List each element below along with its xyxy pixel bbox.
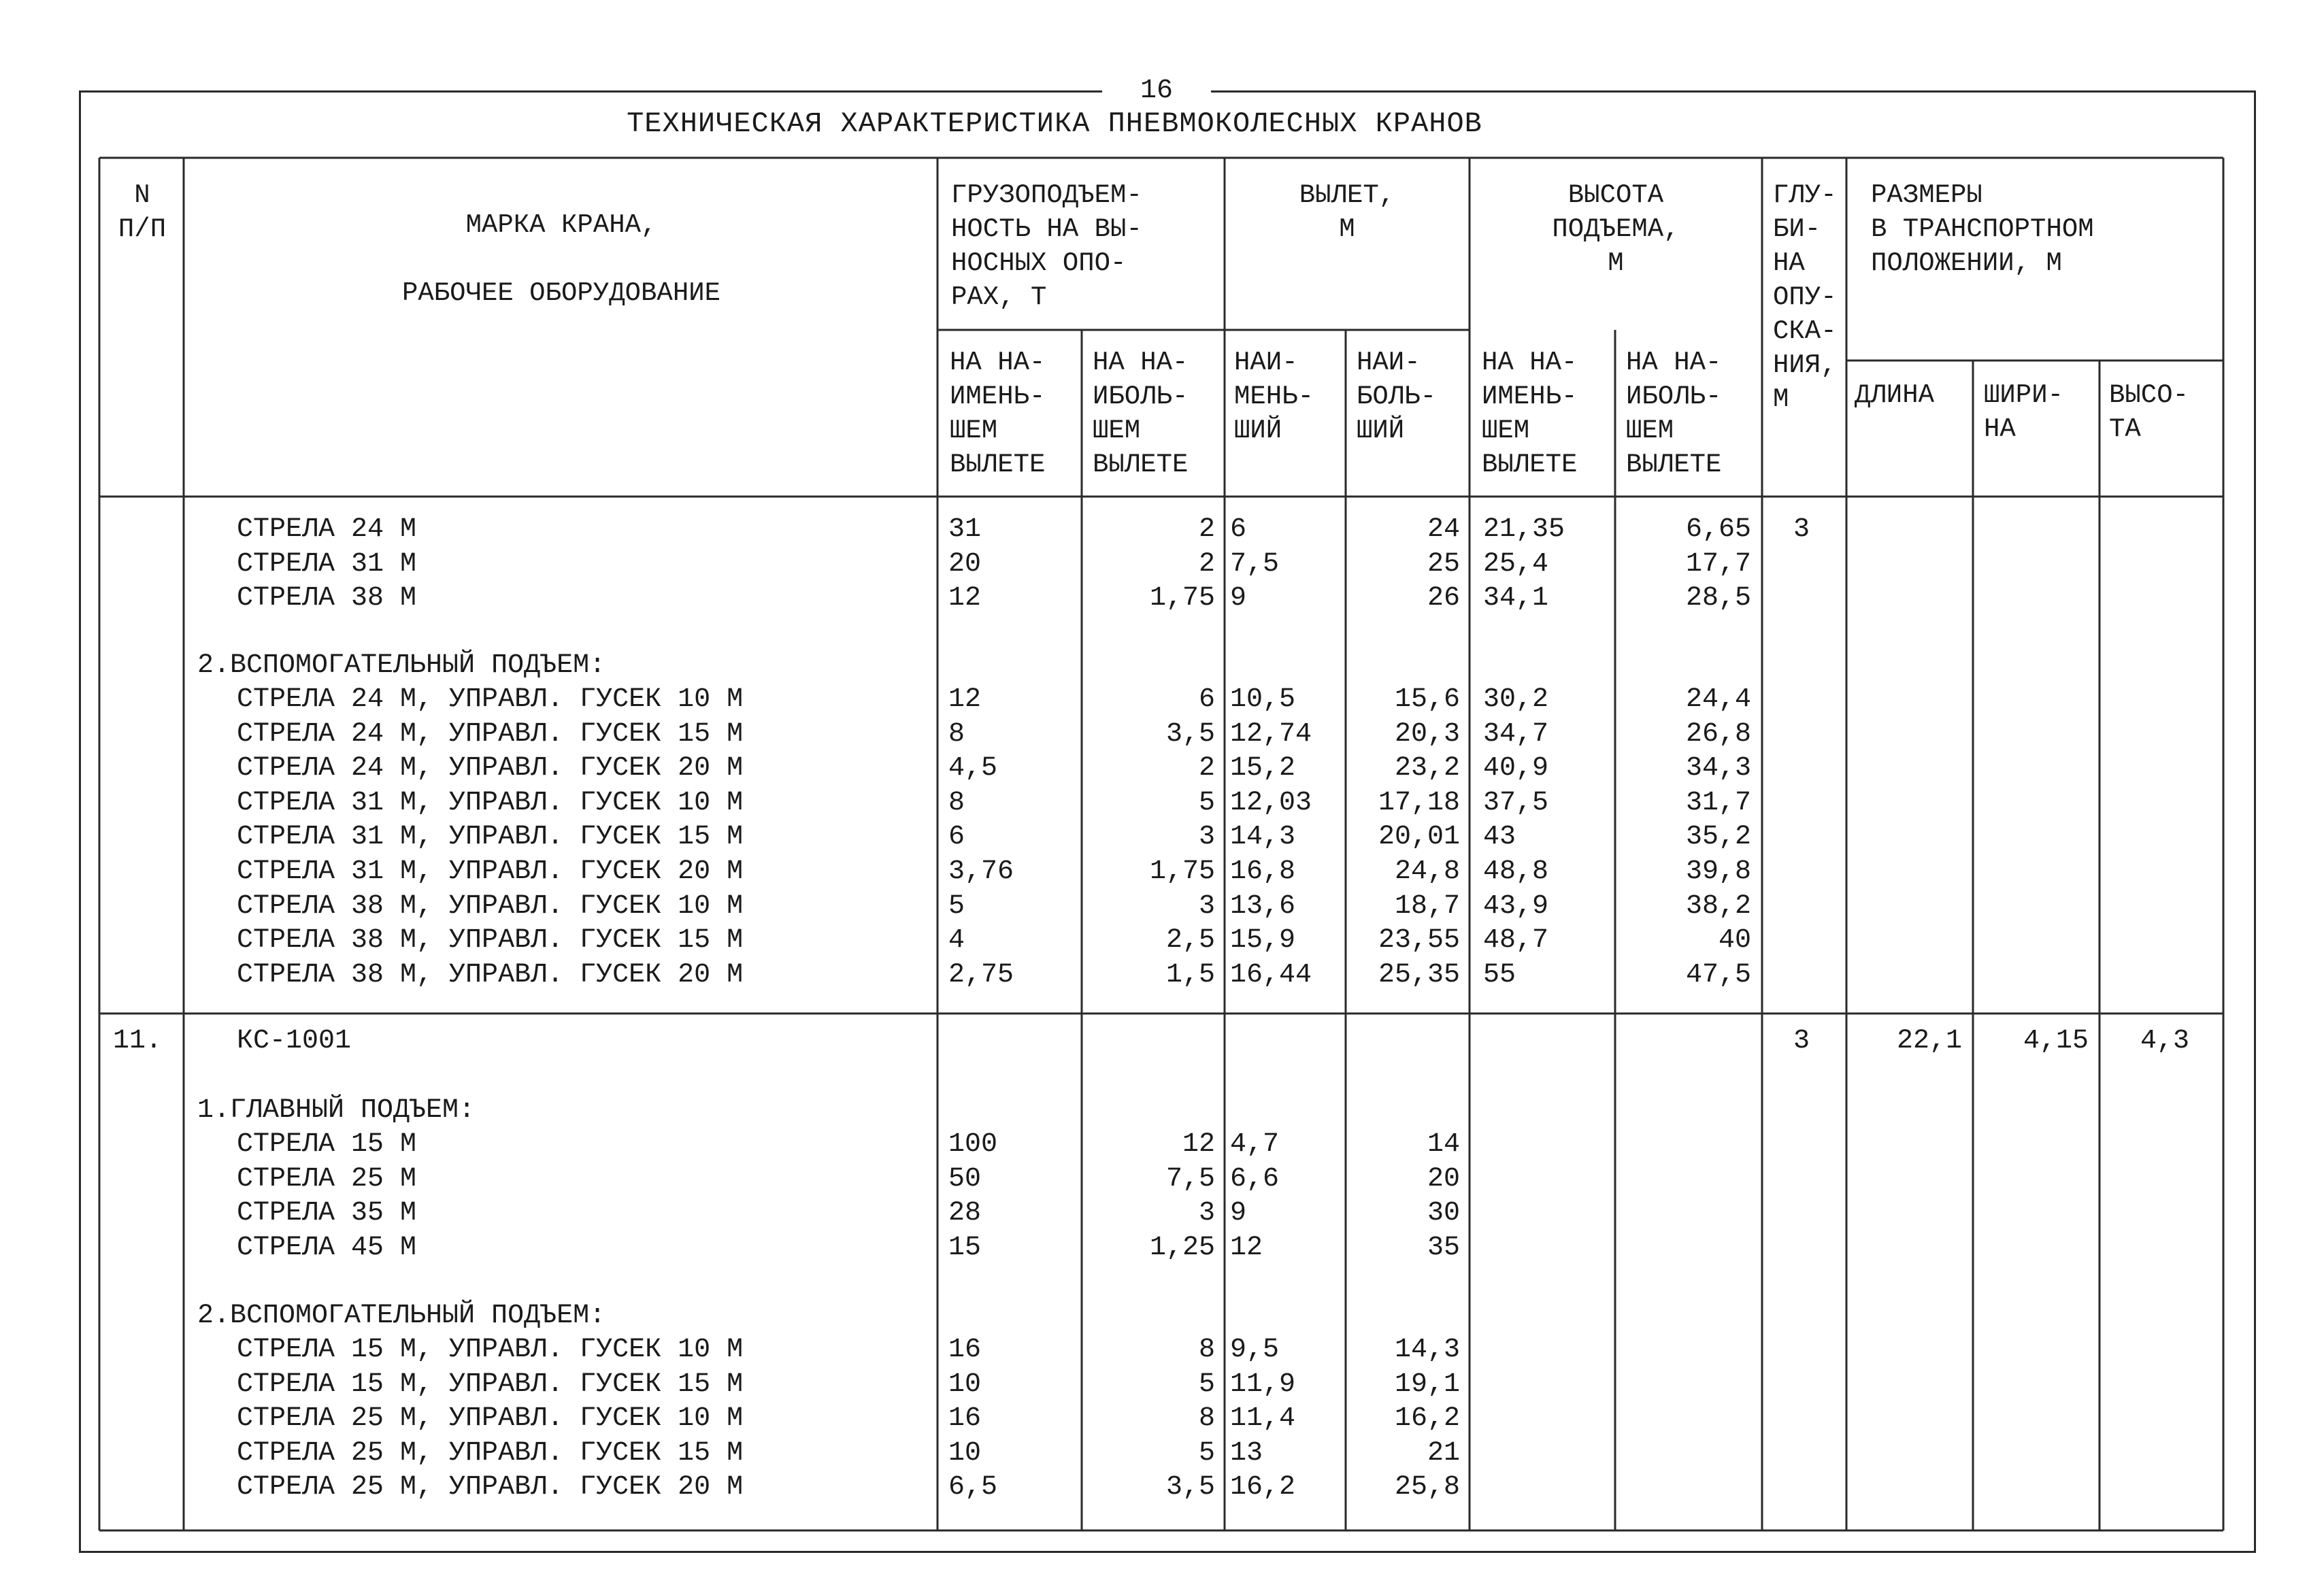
- row-value-h1: 43: [1483, 822, 1516, 853]
- row-value-r2: 14,3: [1394, 1335, 1460, 1365]
- row-value-h2: 35,2: [1685, 822, 1751, 853]
- row-label: СТРЕЛА 15 М, УПРАВЛ. ГУСЕК 10 М: [237, 1335, 744, 1365]
- header-num: N П/П: [118, 180, 167, 244]
- row-value-r1: 12: [1230, 1232, 1263, 1263]
- row-value-h2: 38,2: [1685, 890, 1751, 922]
- row-value-c1: 5: [948, 890, 965, 922]
- row-value-r2: 19,1: [1394, 1369, 1460, 1400]
- row-value-r1: 4,7: [1230, 1129, 1280, 1160]
- row-value-r2: 23,2: [1394, 753, 1460, 784]
- row-value-h2: 31,7: [1685, 787, 1751, 818]
- row-value-r1: 7,5: [1230, 548, 1280, 580]
- row-value-r2: 35: [1427, 1232, 1460, 1263]
- row-value-r1: 13: [1230, 1437, 1263, 1469]
- section2-name: КС-1001: [237, 1026, 352, 1056]
- row-value-c1: 28: [948, 1198, 982, 1229]
- section2-aux-heading: 2.ВСПОМОГАТЕЛЬНЫЙ ПОДЪЕМ:: [197, 1301, 606, 1331]
- row-label: СТРЕЛА 31 М: [237, 548, 417, 580]
- row-value-c1: 8: [948, 787, 965, 818]
- row-label: СТРЕЛА 25 М: [237, 1163, 417, 1194]
- row-value-r2: 15,6: [1394, 684, 1460, 715]
- header-length: ДЛИНА: [1855, 380, 1935, 410]
- row-value-c2: 5: [1198, 1369, 1215, 1400]
- row-value-h1: 40,9: [1483, 753, 1549, 784]
- row-value-r2: 25: [1427, 548, 1460, 580]
- row-value-h1: 48,7: [1483, 925, 1549, 956]
- row-value-c1: 10: [948, 1369, 982, 1400]
- row-value-c1: 12: [948, 684, 982, 715]
- row-value-h1: 34,7: [1483, 718, 1549, 750]
- row-value-c1: 16: [948, 1335, 982, 1365]
- row-value-c2: 1,75: [1149, 583, 1215, 614]
- row-value-h2: 6,65: [1685, 514, 1751, 545]
- row-value-c1: 50: [948, 1163, 982, 1194]
- row-value-c1: 3,76: [948, 856, 1014, 887]
- row-label: СТРЕЛА 31 М, УПРАВЛ. ГУСЕК 10 М: [237, 787, 744, 818]
- row-value-h1: 21,35: [1483, 514, 1565, 545]
- row-value-h1: 48,8: [1483, 856, 1549, 887]
- row-value-r1: 10,5: [1230, 684, 1296, 715]
- row-value-h2: 17,7: [1685, 548, 1751, 580]
- header-capacity: ГРУЗОПОДЪЕМ- НОСТЬ НА ВЫ- НОСНЫХ ОПО- РАХ, Т: [951, 180, 1142, 312]
- row-label: СТРЕЛА 15 М: [237, 1129, 417, 1160]
- row-value-r2: 25,35: [1378, 959, 1460, 990]
- row-value-c1: 100: [948, 1129, 998, 1160]
- header-mark: МАРКА КРАНА,: [465, 210, 657, 240]
- row-value-r1: 16,2: [1230, 1472, 1296, 1503]
- row-value-h2: 40: [1718, 925, 1751, 956]
- row-value-c2: 6: [1198, 684, 1215, 715]
- header-dims: РАЗМЕРЫ В ТРАНСПОРТНОМ ПОЛОЖЕНИИ, М: [1871, 180, 2094, 278]
- row-label: СТРЕЛА 35 М: [237, 1198, 417, 1229]
- section2-depth: 3: [1793, 1026, 1810, 1056]
- row-value-c2: 3,5: [1165, 718, 1215, 750]
- row-label: СТРЕЛА 38 М, УПРАВЛ. ГУСЕК 20 М: [237, 959, 744, 990]
- row-label: СТРЕЛА 15 М, УПРАВЛ. ГУСЕК 15 М: [237, 1369, 744, 1400]
- row-value-r2: 20,01: [1378, 822, 1460, 853]
- row-value-c1: 6,5: [948, 1472, 998, 1503]
- section2-num: 11.: [113, 1026, 163, 1056]
- row-value-r1: 9: [1230, 583, 1247, 614]
- row-value-r1: 14,3: [1230, 822, 1296, 853]
- row-value-r1: 16,8: [1230, 856, 1296, 887]
- page-title: ТЕХНИЧЕСКАЯ ХАРАКТЕРИСТИКА ПНЕВМОКОЛЕСНЫХ КРАНОВ: [627, 107, 1482, 140]
- row-value-c1: 10: [948, 1437, 982, 1469]
- row-label: СТРЕЛА 38 М, УПРАВЛ. ГУСЕК 15 М: [237, 925, 744, 956]
- row-label: СТРЕЛА 38 М: [237, 583, 417, 614]
- header-height-min: НА НА- ИМЕНЬ- ШЕМ ВЫЛЕТЕ: [1482, 348, 1578, 480]
- row-value-r2: 16,2: [1394, 1403, 1460, 1435]
- row-value-r2: 20: [1427, 1163, 1460, 1194]
- row-value-r2: 17,18: [1378, 787, 1460, 818]
- row-value-h2: 47,5: [1685, 959, 1751, 990]
- row-value-r1: 11,4: [1230, 1403, 1296, 1435]
- row-value-h2: 39,8: [1685, 856, 1751, 887]
- row-value-h2: 28,5: [1685, 583, 1751, 614]
- row-value-c2: 8: [1198, 1403, 1215, 1435]
- row-value-c2: 1,75: [1149, 856, 1215, 887]
- row-value-r2: 24: [1427, 514, 1460, 545]
- header-depth: ГЛУ- БИ- НА ОПУ- СКА- НИЯ, М: [1773, 180, 1837, 414]
- row-value-h1: 43,9: [1483, 890, 1549, 922]
- row-label: СТРЕЛА 45 М: [237, 1232, 417, 1263]
- row-value-h1: 25,4: [1483, 548, 1549, 580]
- section1-depth: 3: [1793, 514, 1810, 545]
- header-height-transport: ВЫСО- ТА: [2109, 380, 2189, 444]
- row-label: СТРЕЛА 31 М, УПРАВЛ. ГУСЕК 20 М: [237, 856, 744, 887]
- row-value-h2: 24,4: [1685, 684, 1751, 715]
- row-value-c1: 4: [948, 925, 965, 956]
- row-value-r2: 26: [1427, 583, 1460, 614]
- row-value-c1: 20: [948, 548, 982, 580]
- row-value-c2: 1,5: [1165, 959, 1215, 990]
- row-value-r1: 16,44: [1230, 959, 1312, 990]
- row-value-c1: 2,75: [948, 959, 1014, 990]
- section2-height: 4,3: [2140, 1026, 2189, 1056]
- row-value-r2: 25,8: [1394, 1472, 1460, 1503]
- section1-aux-heading: 2.ВСПОМОГАТЕЛЬНЫЙ ПОДЪЕМ:: [197, 650, 606, 681]
- row-value-r1: 12,74: [1230, 718, 1312, 750]
- row-value-r2: 24,8: [1394, 856, 1460, 887]
- row-value-c2: 8: [1198, 1335, 1215, 1365]
- row-value-c1: 12: [948, 583, 982, 614]
- row-value-c1: 6: [948, 822, 965, 853]
- row-value-r1: 13,6: [1230, 890, 1296, 922]
- header-height: ВЫСОТА ПОДЪЕМА, М: [1552, 180, 1680, 278]
- header-capacity-max: НА НА- ИБОЛЬ- ШЕМ ВЫЛЕТЕ: [1093, 348, 1189, 480]
- row-value-r2: 21: [1427, 1437, 1460, 1469]
- row-value-h2: 34,3: [1685, 753, 1751, 784]
- row-value-c2: 2,5: [1165, 925, 1215, 956]
- header-width: ШИРИ- НА: [1984, 380, 2064, 444]
- row-value-c2: 7,5: [1165, 1163, 1215, 1194]
- row-value-r2: 30: [1427, 1198, 1460, 1229]
- row-value-r2: 20,3: [1394, 718, 1460, 750]
- row-label: СТРЕЛА 31 М, УПРАВЛ. ГУСЕК 15 М: [237, 822, 744, 853]
- row-label: СТРЕЛА 38 М, УПРАВЛ. ГУСЕК 10 М: [237, 890, 744, 922]
- row-value-c1: 16: [948, 1403, 982, 1435]
- row-value-c2: 3: [1198, 1198, 1215, 1229]
- row-label: СТРЕЛА 25 М, УПРАВЛ. ГУСЕК 10 М: [237, 1403, 744, 1435]
- header-reach-max: НАИ- БОЛЬ- ШИЙ: [1357, 348, 1437, 446]
- row-value-r2: 14: [1427, 1129, 1460, 1160]
- row-value-c1: 8: [948, 718, 965, 750]
- row-label: СТРЕЛА 24 М, УПРАВЛ. ГУСЕК 20 М: [237, 753, 744, 784]
- row-label: СТРЕЛА 24 М: [237, 514, 417, 545]
- section2-length: 22,1: [1896, 1026, 1962, 1056]
- row-value-r1: 9: [1230, 1198, 1247, 1229]
- header-equipment: РАБОЧЕЕ ОБОРУДОВАНИЕ: [401, 278, 721, 308]
- row-value-r1: 9,5: [1230, 1335, 1280, 1365]
- row-value-h1: 37,5: [1483, 787, 1549, 818]
- row-value-c2: 3: [1198, 890, 1215, 922]
- row-value-r1: 12,03: [1230, 787, 1312, 818]
- row-label: СТРЕЛА 24 М, УПРАВЛ. ГУСЕК 15 М: [237, 718, 744, 750]
- row-value-h1: 30,2: [1483, 684, 1549, 715]
- section2-main-heading: 1.ГЛАВНЫЙ ПОДЪЕМ:: [197, 1095, 476, 1126]
- row-value-r1: 15,9: [1230, 925, 1296, 956]
- header-reach: ВЫЛЕТ, М: [1299, 180, 1395, 244]
- row-value-c2: 12: [1182, 1129, 1215, 1160]
- row-value-c2: 5: [1198, 1437, 1215, 1469]
- header-capacity-min: НА НА- ИМЕНЬ- ШЕМ ВЫЛЕТЕ: [950, 348, 1046, 480]
- row-value-c1: 15: [948, 1232, 982, 1263]
- header-reach-min: НАИ- МЕНЬ- ШИЙ: [1234, 348, 1314, 446]
- row-label: СТРЕЛА 25 М, УПРАВЛ. ГУСЕК 20 М: [237, 1472, 744, 1503]
- row-value-r1: 6: [1230, 514, 1247, 545]
- row-value-r2: 18,7: [1394, 890, 1460, 922]
- row-label: СТРЕЛА 24 М, УПРАВЛ. ГУСЕК 10 М: [237, 684, 744, 715]
- row-value-r1: 11,9: [1230, 1369, 1296, 1400]
- row-value-c2: 2: [1198, 753, 1215, 784]
- row-value-h2: 26,8: [1685, 718, 1751, 750]
- row-value-c2: 2: [1198, 548, 1215, 580]
- row-value-r1: 15,2: [1230, 753, 1296, 784]
- row-value-r1: 6,6: [1230, 1163, 1280, 1194]
- row-value-r2: 23,55: [1378, 925, 1460, 956]
- header-height-max: НА НА- ИБОЛЬ- ШЕМ ВЫЛЕТЕ: [1626, 348, 1722, 480]
- row-value-c1: 31: [948, 514, 982, 545]
- section2-width: 4,15: [2023, 1026, 2089, 1056]
- row-value-c2: 3,5: [1165, 1472, 1215, 1503]
- page-number: 16: [1102, 75, 1211, 107]
- row-value-c2: 1,25: [1149, 1232, 1215, 1263]
- row-value-c2: 2: [1198, 514, 1215, 545]
- row-value-c1: 4,5: [948, 753, 998, 784]
- row-value-h1: 34,1: [1483, 583, 1549, 614]
- row-label: СТРЕЛА 25 М, УПРАВЛ. ГУСЕК 15 М: [237, 1437, 744, 1469]
- row-value-c2: 3: [1198, 822, 1215, 853]
- row-value-c2: 5: [1198, 787, 1215, 818]
- row-value-h1: 55: [1483, 959, 1516, 990]
